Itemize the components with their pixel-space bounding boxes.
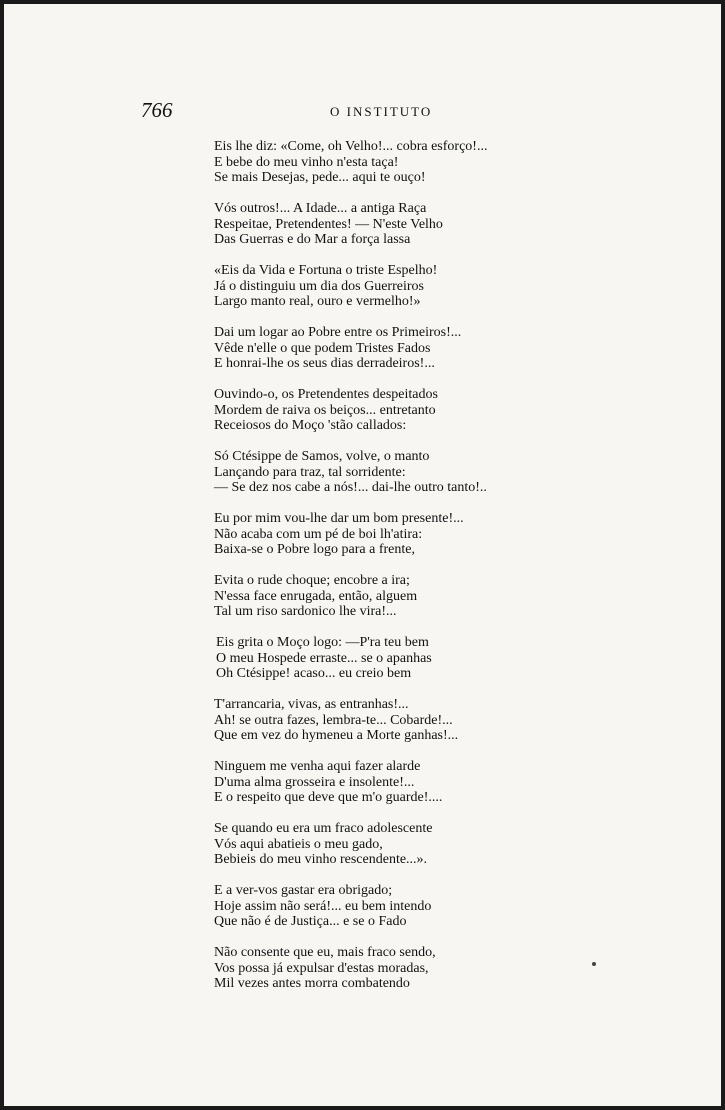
verse-line: — Se dez nos cabe a nós!... dai-lhe outro tanto!.. [214, 480, 487, 495]
verse-line: Que não é de Justiça... e se o Fado [214, 914, 407, 929]
verse-line: Mil vezes antes morra combatendo [214, 976, 410, 991]
verse-line: Das Guerras e do Mar a força lassa [214, 232, 411, 247]
stanza [214, 945, 574, 992]
running-head: O INSTITUTO [330, 104, 433, 119]
verse-line: Receiosos do Moço 'stão callados: [214, 418, 407, 433]
verse-line: «Eis da Vida e Fortuna o triste Espelho! [214, 263, 438, 278]
verse-line: Não consente que eu, mais fraco sendo, [214, 945, 436, 960]
verse-line: Que em vez do hymeneu a Morte ganhas!... [214, 728, 459, 743]
poem-body [214, 139, 574, 1007]
page-number: 766 [141, 98, 173, 122]
stanza [214, 387, 574, 434]
verse-line: T'arrancaria, vivas, as entranhas!... [214, 697, 409, 712]
verse-line: Tal um riso sardonico lhe vira!... [214, 604, 397, 619]
verse-line: Já o distinguiu um dia dos Guerreiros [214, 278, 424, 294]
verse-line: Vós outros!... A Idade... a antiga Raça [214, 201, 427, 216]
ink-speck [592, 962, 596, 966]
book-page [4, 4, 721, 1106]
stanza [214, 697, 574, 744]
verse-line: D'uma alma grosseira e insolente!... [214, 774, 415, 790]
stanza [214, 759, 574, 806]
verse-line: Ninguem me venha aqui fazer alarde [214, 759, 421, 774]
verse-line: Se quando eu era um fraco adolescente [214, 821, 433, 836]
verse-line: Eis lhe diz: «Come, oh Velho!... cobra esforço!... [214, 139, 488, 154]
stanza [216, 635, 574, 682]
verse-line: E bebe do meu vinho n'esta taça! [214, 154, 399, 170]
verse-line: Só Ctésippe de Samos, volve, o manto [214, 449, 430, 464]
verse-line: E o respeito que deve que m'o guarde!.... [214, 790, 443, 805]
verse-line: E a ver-vos gastar era obrigado; [214, 883, 393, 898]
verse-line: Eis grita o Moço logo: —P'ra teu bem [216, 635, 429, 650]
verse-line: Hoje assim não será!... eu bem intendo [214, 898, 432, 914]
verse-line: Baixa-se o Pobre logo para a frente, [214, 542, 415, 557]
verse-line: Mordem de raiva os beiços... entretanto [214, 402, 436, 418]
verse-line: Eu por mim vou-lhe dar um bom presente!... [214, 511, 464, 526]
stanza [214, 573, 574, 620]
stanza [214, 821, 574, 868]
verse-line: Ah! se outra fazes, lembra-te... Cobarde!... [214, 712, 453, 728]
stanza [214, 511, 574, 558]
verse-line: Vós aqui abatieis o meu gado, [214, 836, 383, 852]
verse-line: Evita o rude choque; encobre a ira; [214, 573, 410, 588]
verse-line: Bebieis do meu vinho rescendente...». [214, 852, 428, 867]
verse-line: Vos possa já expulsar d'estas moradas, [214, 960, 429, 976]
verse-line: Se mais Desejas, pede... aqui te ouço! [214, 170, 426, 185]
verse-line: N'essa face enrugada, então, alguem [214, 588, 418, 604]
verse-line: Oh Ctésippe! acaso... eu creio bem [216, 666, 412, 681]
stanza [214, 325, 574, 372]
verse-line: O meu Hospede erraste... se o apanhas [216, 650, 432, 666]
verse-line: Respeitae, Pretendentes! — N'este Velho [214, 216, 443, 232]
verse-line: Não acaba com um pé de boi lh'atira: [214, 526, 423, 542]
stanza [214, 139, 574, 186]
stanza [214, 449, 574, 496]
verse-line: Lançando para traz, tal sorridente: [214, 464, 406, 480]
stanza [214, 263, 574, 310]
verse-line: Vêde n'elle o que podem Tristes Fados [214, 340, 431, 356]
verse-line: Largo manto real, ouro e vermelho!» [214, 294, 421, 309]
stanza [214, 883, 574, 930]
stanza [214, 201, 574, 248]
verse-line: E honrai-lhe os seus dias derradeiros!... [214, 356, 435, 371]
verse-line: Ouvindo-o, os Pretendentes despeitados [214, 387, 438, 402]
verse-line: Dai um logar ao Pobre entre os Primeiros!... [214, 325, 462, 340]
